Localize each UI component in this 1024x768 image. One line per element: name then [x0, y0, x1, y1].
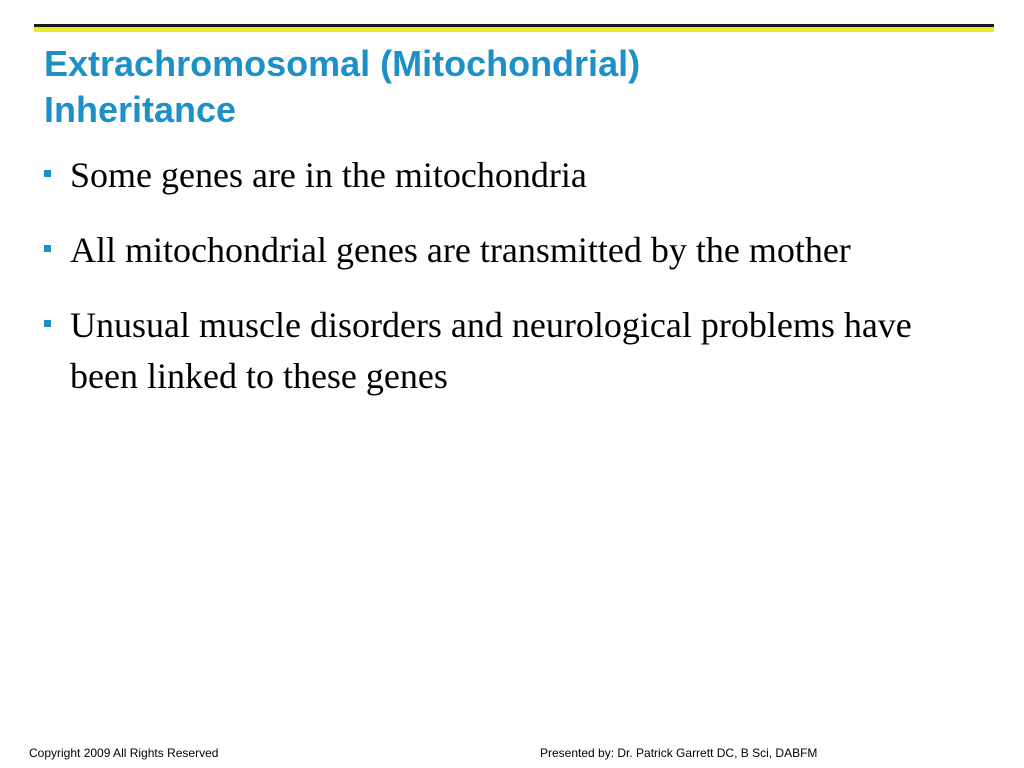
footer-presenter: Presented by: Dr. Patrick Garrett DC, B Sci, DABFM [540, 746, 818, 760]
bullet-item [40, 150, 940, 201]
bullet-list [40, 150, 940, 426]
square-bullet-icon [44, 320, 51, 327]
bullet-text: Unusual muscle disorders and neurological problems have been linked to these genes [70, 305, 912, 396]
slide-title-line-2: Inheritance [44, 89, 237, 130]
square-bullet-icon [44, 170, 51, 177]
bullet-item [40, 225, 940, 276]
slide-title [44, 41, 984, 133]
bullet-text: All mitochondrial genes are transmitted by the mother [70, 230, 851, 270]
footer-copyright: Copyright 2009 All Rights Reserved [29, 746, 219, 760]
slide-title-line-1: Extrachromosomal (Mitochondrial) [44, 43, 641, 84]
bullet-text: Some genes are in the mitochondria [70, 155, 587, 195]
square-bullet-icon [44, 245, 51, 252]
bullet-item [40, 300, 940, 402]
top-divider-line [34, 24, 994, 27]
